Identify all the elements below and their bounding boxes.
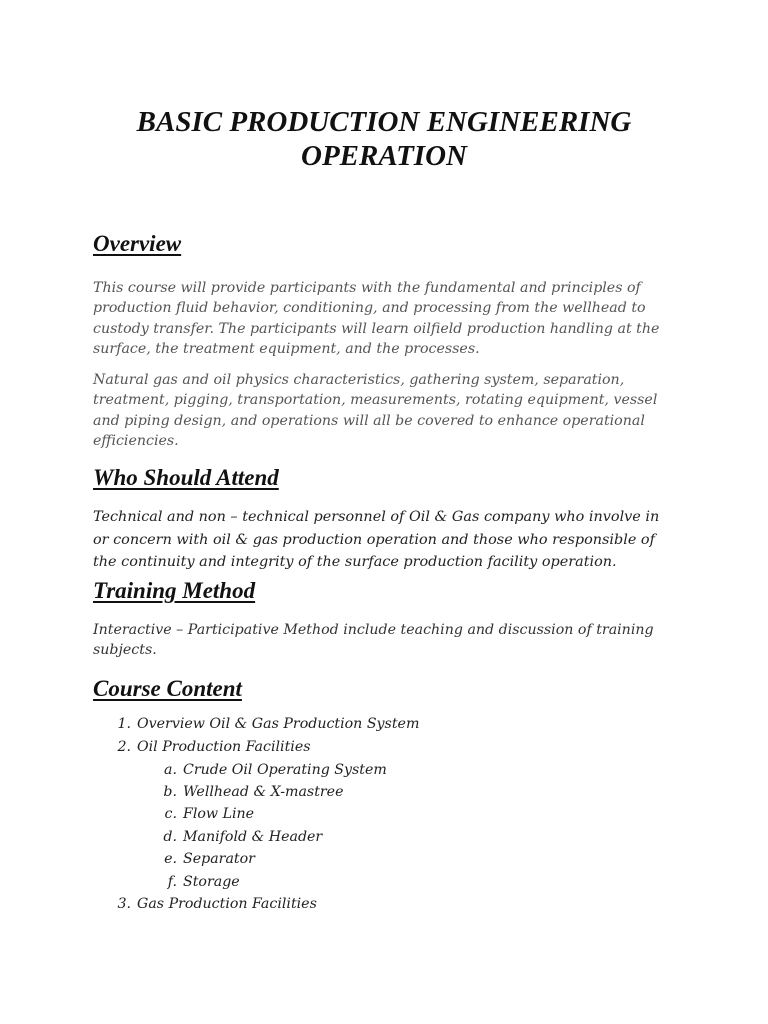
- overview-paragraph-1: [93, 278, 673, 359]
- list-marker: 1.: [117, 716, 131, 732]
- list-sub-item: [157, 806, 254, 822]
- course-content-heading: Course Content: [93, 676, 242, 701]
- text-line: Interactive – Participative Method include teaching and discussion of training: [93, 622, 654, 638]
- text-line: efficiencies.: [93, 432, 179, 449]
- text-line: surface, the treatment equipment, and the processes.: [93, 340, 480, 357]
- title-line-1: BASIC PRODUCTION ENGINEERING: [136, 106, 632, 139]
- text-line: the continuity and integrity of the surface production facility operation.: [93, 554, 617, 570]
- list-item-text: Storage: [183, 874, 240, 890]
- list-item-text: Overview Oil & Gas Production System: [137, 716, 420, 732]
- list-sub-item: [157, 762, 387, 778]
- who-should-attend-paragraph: [93, 506, 673, 574]
- text-line: treatment, pigging, transportation, measurements, rotating equipment, vessel: [93, 392, 658, 409]
- who-should-attend-heading: Who Should Attend: [93, 465, 279, 490]
- list-item: [109, 716, 419, 732]
- overview-paragraph-2: [93, 370, 673, 451]
- list-marker: a.: [164, 762, 177, 778]
- list-marker: e.: [164, 851, 177, 867]
- text-line: and piping design, and operations will all be covered to enhance operational: [93, 412, 645, 429]
- text-line: custody transfer. The participants will learn oilfield production handling at the: [93, 320, 660, 337]
- list-item-text: Flow Line: [183, 806, 255, 822]
- training-method-heading: Training Method: [93, 578, 256, 603]
- list-sub-item: [157, 874, 240, 890]
- list-sub-item: [157, 829, 322, 845]
- list-item-text: Gas Production Facilities: [137, 896, 317, 912]
- list-sub-item: [157, 851, 255, 867]
- text-line: subjects.: [93, 642, 157, 659]
- list-item-text: Manifold & Header: [183, 829, 323, 845]
- list-marker: d.: [163, 829, 177, 845]
- text-line: production fluid behavior, conditioning, and processing from the wellhead to: [93, 300, 646, 317]
- title-line-2: OPERATION: [301, 140, 467, 173]
- text-line: This course will provide participants with the fundamental and principles of: [93, 280, 641, 296]
- list-item-text: Crude Oil Operating System: [183, 762, 387, 778]
- list-marker: b.: [163, 784, 177, 800]
- list-sub-item: [157, 784, 343, 800]
- list-item-text: Wellhead & X-mastree: [183, 784, 344, 800]
- list-item: [109, 739, 311, 755]
- list-marker: c.: [164, 806, 177, 822]
- list-marker: f.: [167, 874, 177, 890]
- text-line: Natural gas and oil physics characteristics, gathering system, separation,: [93, 372, 625, 388]
- list-item-text: Separator: [183, 851, 255, 867]
- list-item-text: Oil Production Facilities: [137, 739, 311, 755]
- list-item: [109, 896, 317, 912]
- text-line: Technical and non – technical personnel of Oil & Gas company who involve in: [93, 509, 660, 525]
- training-method-paragraph: [93, 620, 673, 661]
- page-title: [60, 105, 708, 173]
- text-line: or concern with oil & gas production operation and those who responsible of: [93, 531, 655, 548]
- list-marker: 2.: [117, 739, 131, 755]
- overview-heading: Overview: [93, 231, 182, 256]
- list-marker: 3.: [117, 896, 131, 912]
